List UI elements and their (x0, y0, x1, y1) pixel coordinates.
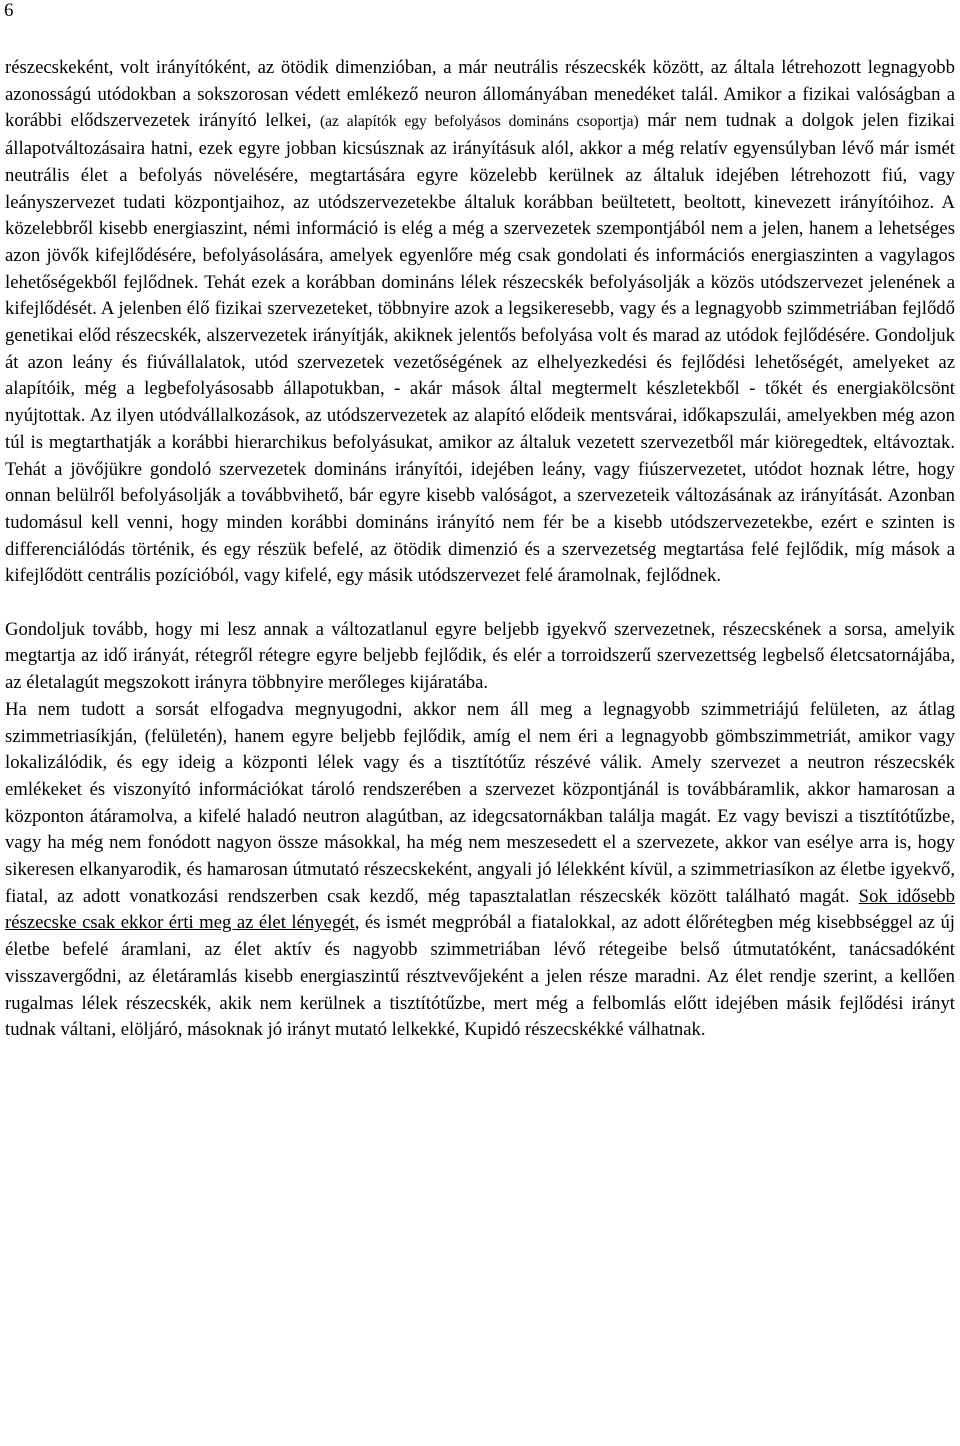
paragraph-1 (5, 55, 955, 590)
document-body (5, 55, 955, 1044)
page-number: 6 (4, 0, 14, 21)
paragraph-3-underlined-phrase: Sok idősebb részecske csak ekkor érti meg az élet lényegét (5, 885, 955, 934)
paragraph-2: Gondoljuk tovább, hogy mi lesz annak a változatlanul egyre beljebb igyekvő szervezetnek, részecskének a sorsa, amelyik megtartja az idő irányát, rétegről rétegre egyre beljebb fejlődik, és elér a torroidszerű szervezettség legbelső életcsatornájába, az életalagút megszokott irányra többnyire merőleges kijáratába. (5, 618, 955, 694)
paragraph-3 (5, 697, 955, 1044)
paragraph-gap (5, 590, 955, 617)
paragraph-3-text-a: Ha nem tudott a sorsát elfogadva megnyugodni, akkor nem áll meg a legnagyobb szimmetriájú felületen, az átlag szimmetriasíkján, (felületén), hanem egyre beljebb fejlődik, amíg el nem éri a legnagyobb gömbszimmetriát, amikor vagy lokalizálódik, és egy ideig a központi lélek vagy és a tisztítótűz részévé válik. Amely szervezet a neutron részecskék emlékeket és viszonyító információkat tároló rendszerében a szervezet központjánál is továbbáramlik, akkor hamarosan a központon átáramolva, a kifelé haladó neutron alagútban, az idegcsatornákban találja magát. Ez vagy beviszi a tisztítótűzbe, vagy ha még nem fonódott nagyon össze másokkal, ha még nem meszesedett el a szervezete, akkor van esélye arra is, hogy sikeresen elkanyarodik, és hamarosan útmutató részecskeként, angyali jó lélekként kívül, a szimmetriasíkon az életbe igyekvő, fiatal, az adott vonatkozási rendszerben csak kezdő, még tapasztalatlan részecskék között található magát. (5, 698, 955, 907)
paragraph-3-text-b: , és ismét megpróbál a fiatalokkal, az adott élőrétegben még kisebbséggel az új életbe befelé áramlani, az élet aktív és nagyobb szimmetriában lévő rétegeibe belső útmutatóként, tanácsadóként visszavergődni, az életáramlás kisebb energiaszintű résztvevőjeként a jelen része maradni. Az élet rendje szerint, a kellően rugalmas lélek részecskék, akik nem kerülnek a tisztítótűzbe, mert még a felbomlás előtt idejében másik fejlődési irányt tudnak váltani, elöljáró, másoknak jó irányt mutató lelkekké, Kupidó részecskékké válhatnak. (5, 912, 955, 1041)
paragraph-1-parenthetical: (az alapítók egy befolyásos domináns csoportja) (320, 113, 639, 131)
paragraph-1-text-a: részecskeként, volt irányítóként, az ötödik dimenzióban, a már neutrális részecskék között, az általa létrehozott legnagyobb azonosságú utódokban a sokszorosan védett emlékező neuron állományában menedéket talál. Amikor a fizikai valóságban a korábbi elődszervezetek irányító lelkei, (5, 57, 955, 132)
paragraph-1-text-b: már nem tudnak a dolgok jelen fizikai állapotváltozásaira hatni, ezek egyre jobban kicsúsznak az irányításuk alól, akkor a még relatív egyensúlyban lévő már ismét neutrális élet a befolyás növelésére, megtartására egyre közelebb kerülnek az általuk idejében létrehozott fiú, vagy leányszervezet tudati központjaihoz, az utódszervezetekbe általuk korábban beültetett, beoltott, kinevezett irányítóihoz. A közelebbről kisebb energiaszint, némi információ is elég a még a szervezetek szempontjából nem a jelen, hanem a lehetséges azon jövők kifejlődésére, befolyásolására, amelyek egyenlőre még csak gondolati és információs energiaszinten a vagylagos lehetőségekből fejlődnek. Tehát ezek a korábban domináns lélek részecskék befolyásolják a közös utódszervezet jelenének a kifejlődését. A jelenben élő fizikai szervezeteket, többnyire azok a legsikeresebb, vagy és a legnagyobb szimmetriában fejlődő genetikai előd részecskék, alszervezetek irányítják, akiknek jelentős befolyása volt és marad az utódok fejlődésére. Gondoljuk át azon leány és fiúvállalatok, utód szervezetek vezetőségének az elhelyezkedési és fejlődési lehetőségét, amelyeket az alapítóik, még a legbefolyásosabb állapotukban, - akár mások által megtermelt készletekből - tőkét és energiakölcsönt nyújtottak. Az ilyen utódvállalkozások, az utódszervezetek az alapító elődeik mentsvárai, időkapszulái, amelyekben még azon túl is megtarthatják a korábbi hierarchikus befolyásukat, amikor az általuk vezetett szervezetből már kiöregedtek, eltávoztak. Tehát a jövőjükre gondoló szervezetek domináns irányítói, idejében leány, vagy fiúszervezetet, utódot hoznak létre, hogy onnan belülről befolyásolják a továbbvihető, bár egyre kisebb valóságot, a szervezeteik változásának az irányítását. Azonban tudomásul kell venni, hogy minden korábbi domináns irányító nem fér be a kisebb utódszervezetekbe, ezért e szinten is differenciálódás történik, és egy részük befelé, az ötödik dimenzió és a szervezetség megtartása felé fejlődik, míg mások a kifejlődött centrális pozícióból, vagy kifelé, egy másik utódszervezet felé áramolnak, fejlődnek. (5, 110, 955, 587)
